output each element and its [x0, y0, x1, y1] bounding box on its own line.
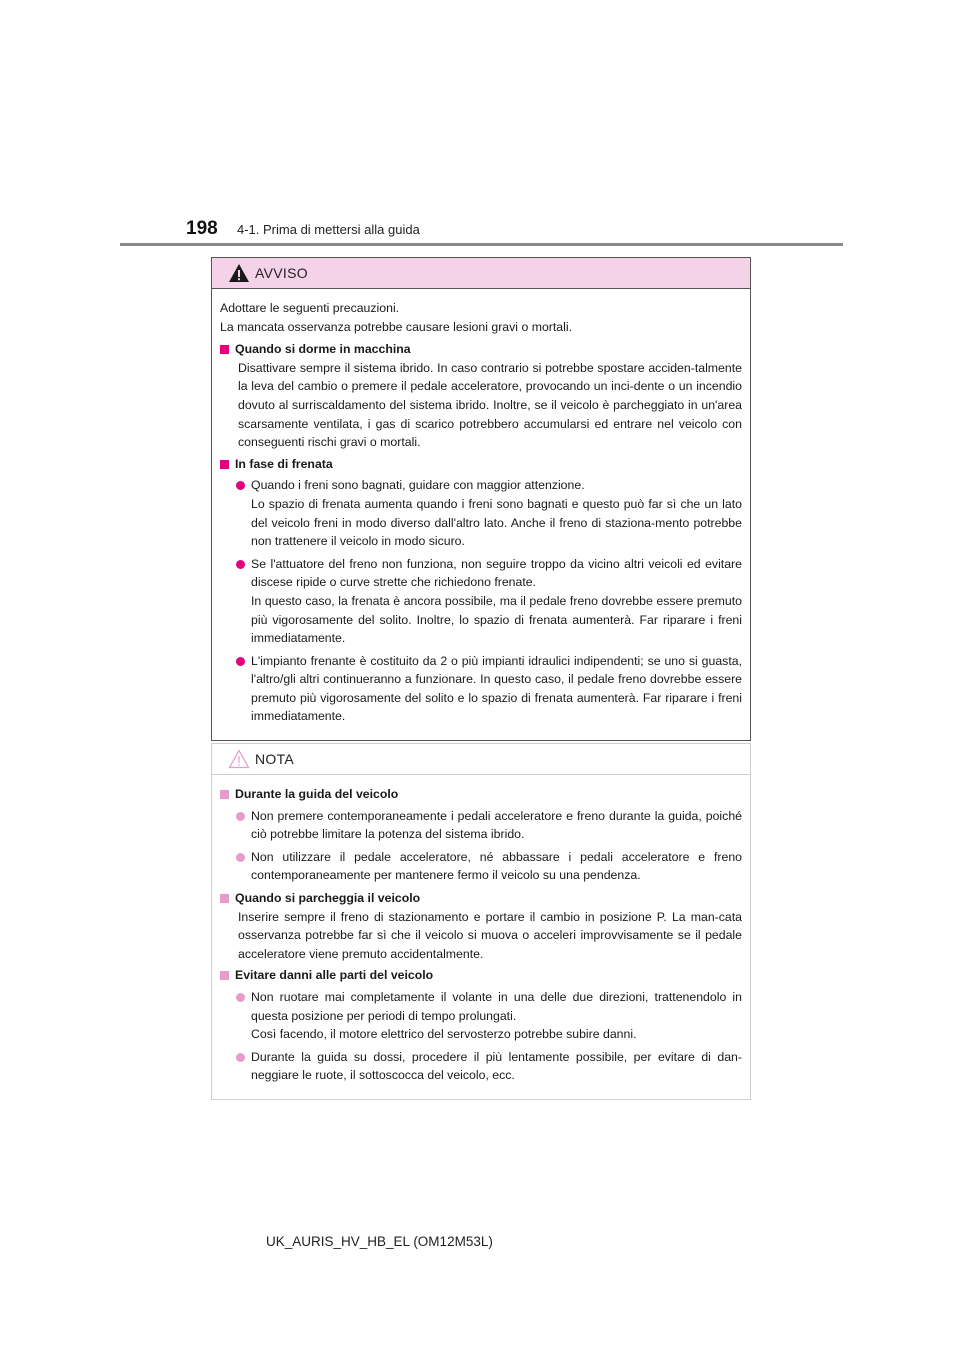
bullet-line: Se l'attuatore del freno non funziona, non seguire troppo da vicino altri veicoli ed evitare discese ripide o curve strette che richiedono frenate. [251, 556, 742, 590]
warning-intro [220, 299, 742, 336]
bullet-item [220, 476, 742, 550]
bullet-line: Non utilizzare il pedale acceleratore, né abbassare i pedali acceleratore e freno contemporaneamente per mantenere fermo il veicolo su una pendenza. [251, 849, 742, 883]
bullet-line: In questo caso, la frenata è ancora possibile, ma il pedale freno dovrebbe essere premuto più vigorosamente del solito. Inoltre, lo spazio di frenata aumenterà. Far riparare i freni immediatamente. [251, 593, 742, 646]
bullet-item [220, 1048, 742, 1085]
section-heading: In fase di frenata [220, 455, 742, 474]
bullet-icon [236, 812, 245, 821]
bullet-item [220, 988, 742, 1044]
bullet-line: Durante la guida su dossi, procedere il più lentamente possibile, per evitare di dan-neggiare le ruote, il sottoscocca del veicolo, ecc. [251, 1049, 742, 1083]
warning-label: AVVISO [255, 265, 308, 281]
bullet-line: Non ruotare mai completamente il volante in una delle due direzioni, trattenendolo in questa posizione per periodi di tempo prolungati. [251, 989, 742, 1023]
section-text: Disattivare sempre il sistema ibrido. In caso contrario si potrebbe spostare acciden-talmente la leva del cambio o premere il pedale acceleratore, provocando un inci-dente o un incendio dovuto al surriscaldamento del sistema ibrido. Inoltre, se il veicolo è parcheggiato in un'area scarsamente ventilata, i gas di scarico potrebbero accumularsi ed entrare nel veicolo con conseguenti rischi gravi o mortali. [238, 360, 742, 450]
document-code: UK_AURIS_HV_HB_EL (OM12M53L) [266, 1234, 493, 1249]
section-heading: Quando si dorme in macchina [220, 340, 742, 359]
notice-label: NOTA [255, 751, 295, 767]
notice-box [211, 743, 751, 1100]
bullet-line: Non premere contemporaneamente i pedali acceleratore e freno durante la guida, poiché ciò potrebbe limitare la potenza del sistema ibrido. [251, 808, 742, 842]
warning-box-header [212, 258, 750, 289]
bullet-line: Quando i freni sono bagnati, guidare con maggior attenzione. [251, 478, 585, 493]
warning-triangle-icon [228, 263, 250, 283]
section-title: 4-1. Prima di mettersi alla guida [237, 222, 420, 237]
notice-triangle-icon [228, 749, 250, 769]
warning-intro-line: Adottare le seguenti precauzioni. [220, 301, 400, 315]
warning-intro-line: La mancata osservanza potrebbe causare lesioni gravi o mortali. [220, 319, 573, 334]
header-divider [120, 243, 843, 246]
bullet-line: L'impianto frenante è costituito da 2 o più impianti idraulici indipendenti; se uno si guasta, l'altro/gli altri continueranno a funzionare. In questo caso, il pedale freno dovrebbe essere premuto più vigorosamente del solito e lo spazio di frenata aumenterà. Far riparare i freni immediatamente. [251, 653, 742, 724]
bullet-line: Lo spazio di frenata aumenta quando i freni sono bagnati e questo può far sì che un lato del veicolo freni in modo diverso dall'altro lato. Anche il freno di staziona-mento potrebbe non trattenere il veicolo in modo sicuro. [251, 496, 742, 549]
section-heading: Quando si parcheggia il veicolo [220, 889, 742, 908]
bullet-icon [236, 853, 245, 862]
bullet-item [220, 807, 742, 844]
section-text: Inserire sempre il freno di stazionamento e portare il cambio in posizione P. La man-cata osservanza potrebbe far sì che il veicolo si muova o acceleri improvvisamente se il pedale acceleratore viene premuto accidentalmente. [238, 909, 742, 961]
notice-box-body [212, 775, 750, 1099]
warning-box-body [212, 289, 750, 740]
warning-box [211, 257, 751, 741]
bullet-item [220, 555, 742, 648]
bullet-item [220, 652, 742, 726]
bullet-icon [236, 481, 245, 490]
notice-box-header [212, 744, 750, 775]
section-heading: Evitare danni alle parti del veicolo [220, 966, 742, 985]
bullet-item [220, 848, 742, 885]
bullet-line: Così facendo, il motore elettrico del servosterzo potrebbe subire danni. [251, 1027, 637, 1042]
bullet-icon [236, 560, 245, 569]
bullet-icon [236, 993, 245, 1002]
bullet-icon [236, 1053, 245, 1062]
page-number: 198 [186, 218, 218, 239]
bullet-icon [236, 657, 245, 666]
section-heading: Durante la guida del veicolo [220, 785, 742, 804]
